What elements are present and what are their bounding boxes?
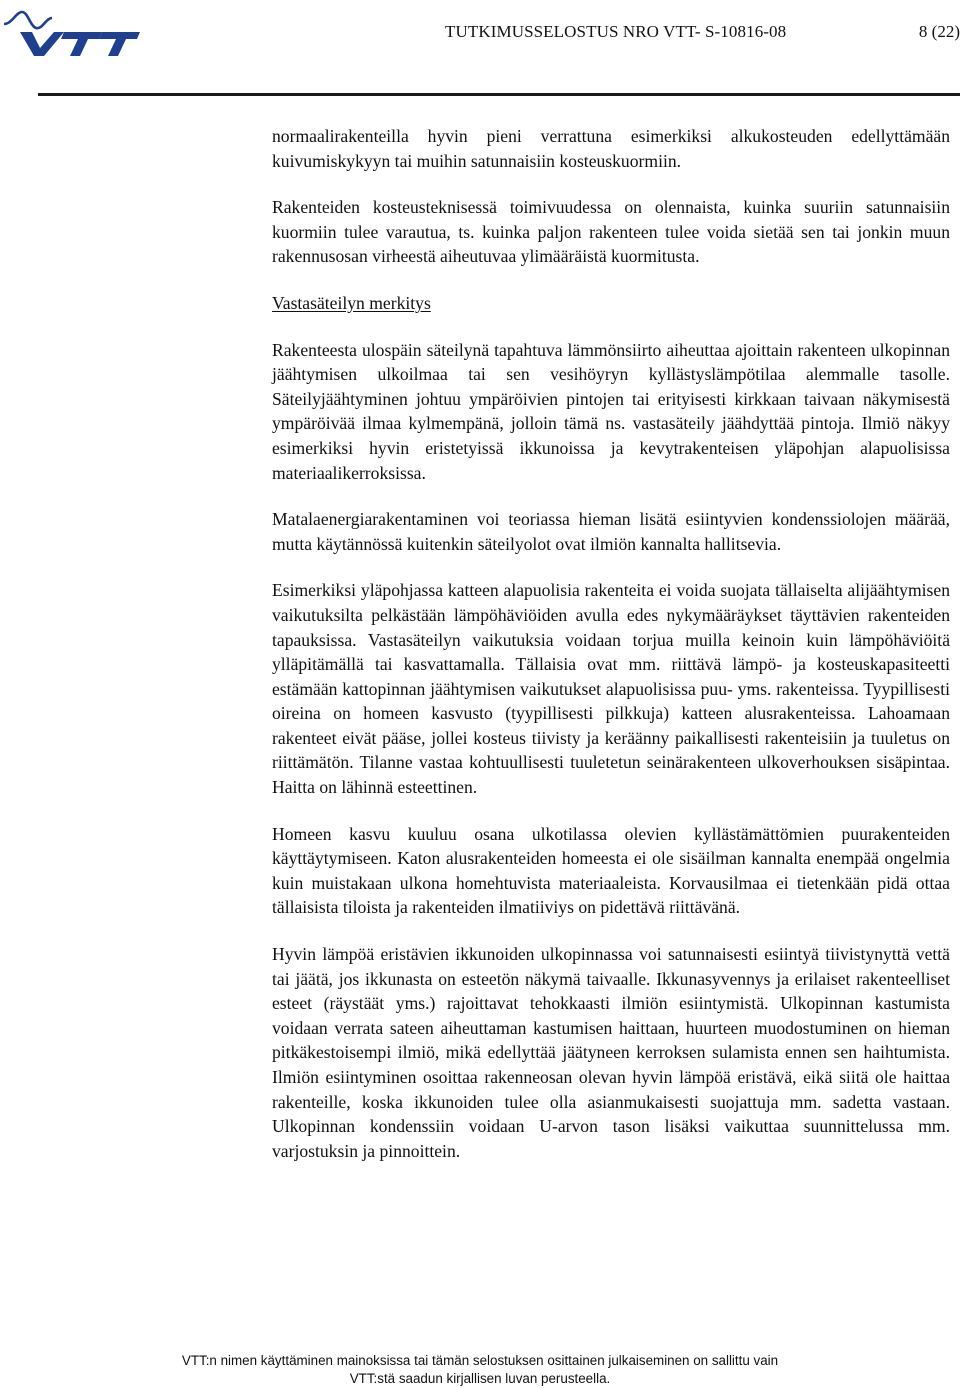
document-body — [272, 124, 950, 1185]
wave-mark — [4, 12, 52, 28]
header-divider — [38, 93, 960, 96]
paragraph-continued: normaalirakenteilla hyvin pieni verrattuna esimerkiksi alkukosteuden edellyttämään kuivumiskykyyn tai muihin satunnaisiin kosteuskuormiin. — [272, 126, 950, 171]
logo-letter-v — [20, 32, 64, 56]
vtt-logo-graphic — [2, 4, 142, 56]
paragraph: Matalaenergiarakentaminen voi teoriassa hieman lisätä esiintyvien kondenssiolojen määrää, mutta käytännössä kuitenkin säteilyolot ovat ilmiön kannalta hallitsevia. — [272, 509, 950, 554]
paragraph: Homeen kasvu kuuluu osana ulkotilassa olevien kyllästämättömien puurakenteiden käyttäytymiseen. Katon alusrakenteiden homeesta ei ole sisäilman kannalta enempää ongelmia kuin muistakaan ulkona homehtuvista materiaaleista. Korvausilmaa ei tietenkään pidä ottaa tällaisista tiloista ja rakenteiden ilmatiiviys on pidettävä riittävänä. — [272, 823, 950, 918]
vtt-logo — [2, 4, 142, 56]
paragraph: Rakenteesta ulospäin säteilynä tapahtuva lämmönsiirto aiheuttaa ajoittain rakenteen ulkopinnan jäähtymisen ulkoilmaa tai sen vesihöyryn kyllästyslämpötilaa alemmalle tasolle. Säteilyjäähtyminen johtuu ympäröivien pintojen tai erityisesti kirkkaan taivaan näkymisestä ympäröivää ilmaa kylmempänä, jolloin tämä ns. vastasäteily jäähdyttää pintoja. Ilmiö näkyy esimerkiksi hyvin eristetyissä ikkunoissa ja kevytrakenteisen yläpohjan alapuolisissa materiaalikerroksissa. — [272, 339, 950, 483]
logo-letter-t2 — [99, 32, 140, 56]
report-number: TUTKIMUSSELOSTUS NRO VTT- S-10816-08 — [445, 22, 787, 41]
footer-line: VTT:n nimen käyttäminen mainoksissa tai tämän selostuksen osittainen julkaiseminen on sallittu vain — [181, 1353, 779, 1368]
paragraph: Rakenteiden kosteusteknisessä toimivuudessa on olennaista, kuinka suuriin satunnaisiin kuormiin tulee varautua, ts. kuinka paljon rakenteen tulee voida sietää sen tai jonkin muun rakennusosan virheestä aiheutuvaa ylimääräistä kuormitusta. — [272, 197, 950, 267]
footer-line: VTT:stä saadun kirjallisen luvan perusteella. — [349, 1371, 611, 1386]
paragraph: Esimerkiksi yläpohjassa katteen alapuolisia rakenteita ei voida suojata tällaiselta alijäähtymisen vaikutuksilta pelkästään lämpöhäviöiden avulla edes nykymääräykset täyttävien rakenteiden tapauksissa. Vastasäteilyn vaikutuksia voidaan torjua muilla keinoin kuin lämpöhäviöitä ylläpitämällä tai kasvattamalla. Tällaisia ovat mm. riittävä lämpö- ja kosteuskapasiteetti estämään kattopinnan jäähtymisen vaikutukset alapuolisissa puu- yms. rakenteissa. Tyypillisesti oireina on homeen kasvusto (tyypillisesti pilkkuja) katteen alusrakenteissa. Lahoamaan rakenteet eivät pääse, jollei kosteus tiivisty ja keräänny paikallisesti rakenteisiin ja tuuletus on riittämätön. Tilanne vastaa kohtuullisesti tuuletetun seinärakenteen ulkoverhouksen sisäpintaa. Haitta on lähinnä esteettinen. — [272, 580, 950, 798]
section-heading: Vastasäteilyn merkitys — [272, 292, 431, 313]
page-number: 8 (22) — [918, 22, 960, 41]
paragraph: Hyvin lämpöä eristävien ikkunoiden ulkopinnassa voi satunnaisesti esiintyä tiivistynyttä vettä tai jäätä, jos ikkunasta on esteetön näkymä taivaalle. Ikkunasyvennys ja erilaiset rakenteelliset esteet (räystäät yms.) rajoittavat tehokkaasti ilmiön esiintymistä. Ulkopinnan kastumista voidaan verrata sateen aiheuttaman kastumisen haittaan, huurteen muodostuminen on hieman pitkäkestoisempi ilmiö, mikä edellyttää jäätyneen kerroksen sulamista ennen sen haihtumista. Ilmiön esiintyminen osoittaa rakenneosan olevan hyvin lämpöä eristävä, eikä siitä ole haittaa rakenteille, koska ikkunoiden tulee olla asianmukaisesti suojattuja mm. sadetta vastaan. Ulkopinnan kondenssiin voidaan U-arvon tason lisäksi vaikuttaa suunnittelussa mm. varjostuksin ja pinnoittein. — [272, 944, 950, 1161]
footer-disclaimer — [0, 1352, 960, 1388]
logo-letter-t1 — [61, 32, 102, 56]
